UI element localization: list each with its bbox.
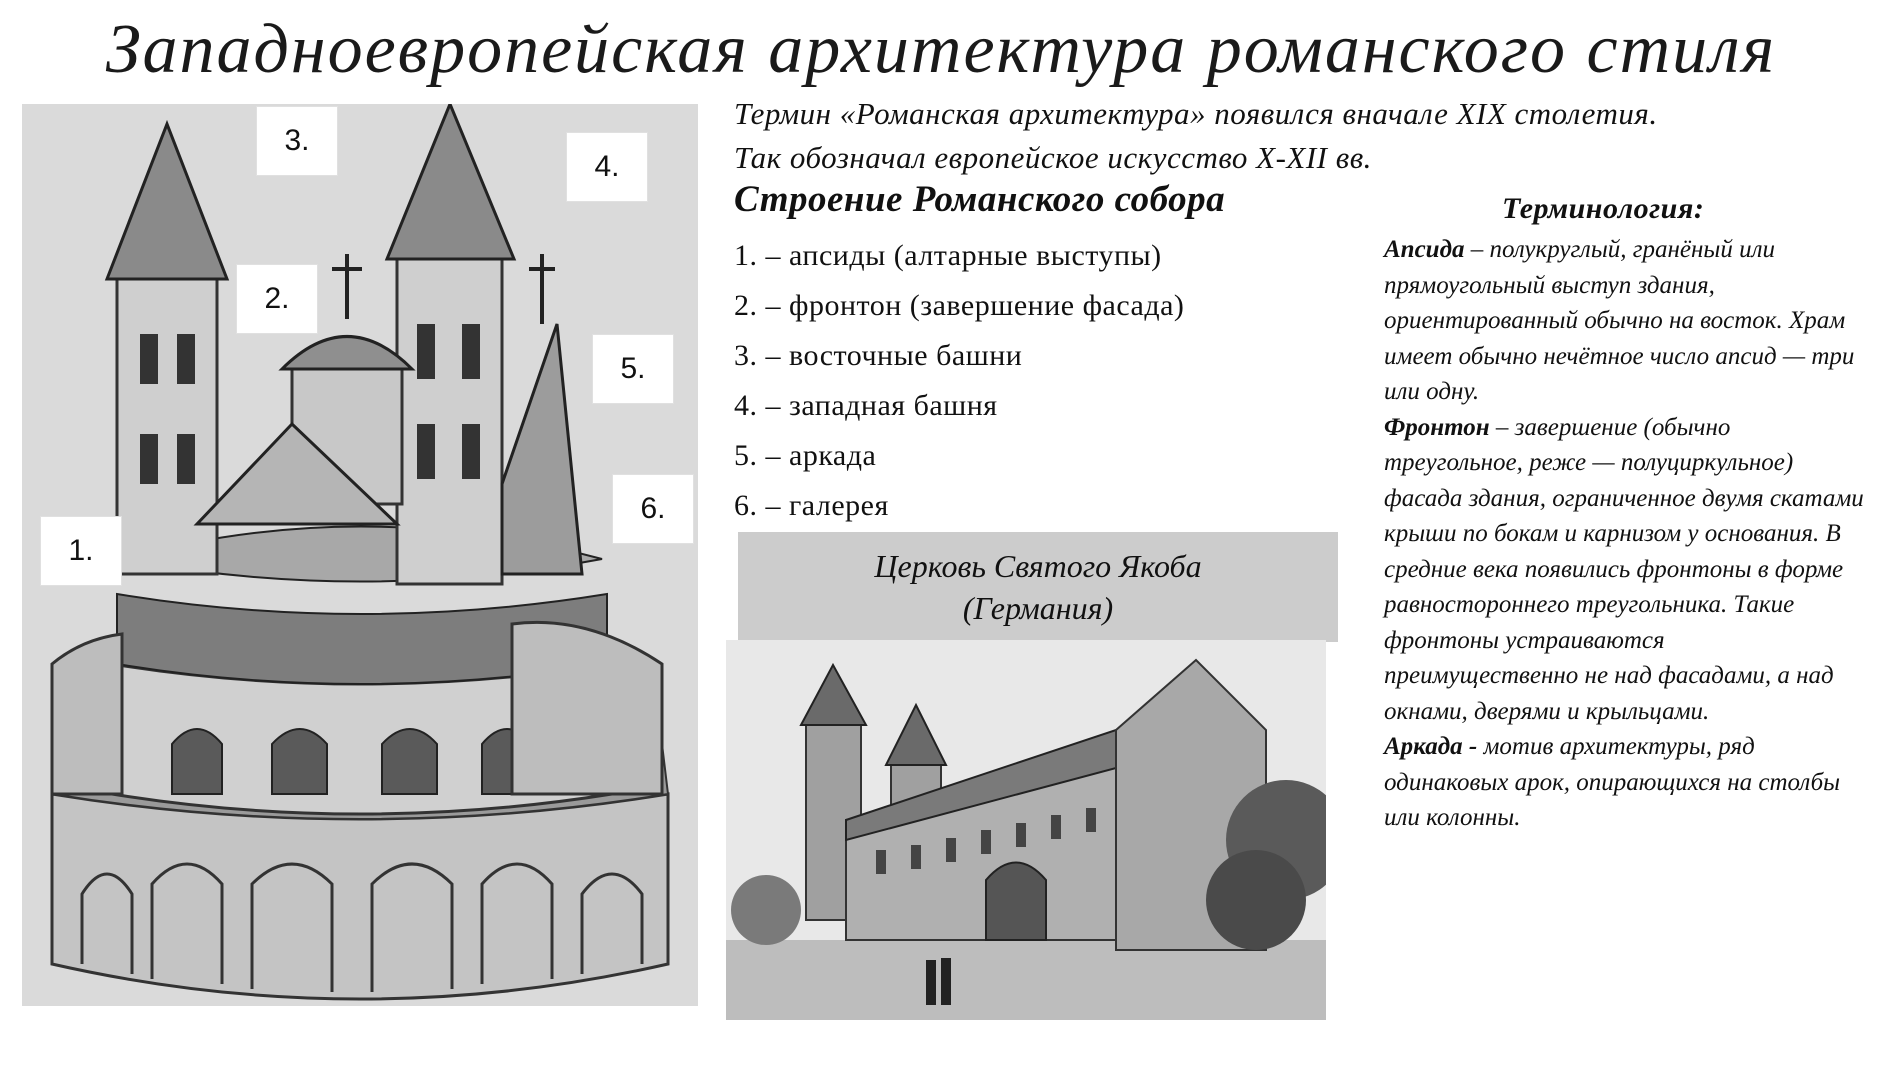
term-apse [1384,232,1864,410]
term-apse-definition: – полукруглый, гранёный или прямоугольный выступ здания, ориентированный обычно на восток. Храм имеет обычно нечётное число апсид — три или одну. [1384,236,1855,405]
church-caption [738,532,1338,642]
list-item: 6. – галерея [734,489,889,522]
list-item: 5. – аркада [734,439,877,472]
term-arcade [1384,729,1864,836]
term-arcade-name: Аркада - [1384,733,1478,760]
page-title: Западноевропейская архитектура романского стиля [105,11,1777,88]
list-item: 2. – фронтон (завершение фасада) [734,289,1185,322]
label-west-tower: 4. [566,132,648,202]
church-caption-line-1: Церковь Святого Якоба [874,548,1202,584]
list-item: 1. – апсиды (алтарные выступы) [734,239,1162,272]
label-pediment: 2. [236,264,318,334]
list-item: 4. – западная башня [734,389,998,422]
terminology-heading: Терминология: [1502,192,1705,225]
intro-line-1: Термин «Романская архитектура» появился вначале XIX столетия. [734,96,1658,131]
label-arcade: 5. [592,334,674,404]
structure-list [734,234,1184,534]
list-item: 3. – восточные башни [734,339,1023,372]
label-east-towers: 3. [256,106,338,176]
structure-title: Строение Романского собора [734,179,1226,220]
terminology-text [1384,232,1864,836]
term-pediment [1384,410,1864,730]
term-pediment-name: Фронтон [1384,413,1490,441]
label-apse: 1. [40,516,122,586]
cathedral-illustration [22,104,698,1006]
cathedral-drawing [22,104,698,1006]
label-gallery: 6. [612,474,694,544]
term-arcade-definition: мотив архитектуры, ряд одинаковых арок, опирающихся на столбы или колонны. [1384,733,1841,831]
intro-text [734,92,1834,180]
term-apse-name: Апсида [1384,236,1465,263]
church-drawing [726,640,1326,1020]
church-caption-line-2: (Германия) [962,590,1114,626]
church-illustration [726,640,1326,1020]
term-pediment-definition: – завершение (обычно треугольное, реже — полуциркульное) фасада здания, ограниченное двумя скатами крыши по бокам и карнизом у основания. В средние века появились фронтоны в форме равностороннего треугольника. Такие фронтоны устраиваются преимущественно не над фасадами, а над окнами, дверями и крыльцами. [1384,413,1864,725]
intro-line-2: Так обозначал европейское искусство X-XII вв. [734,140,1372,175]
